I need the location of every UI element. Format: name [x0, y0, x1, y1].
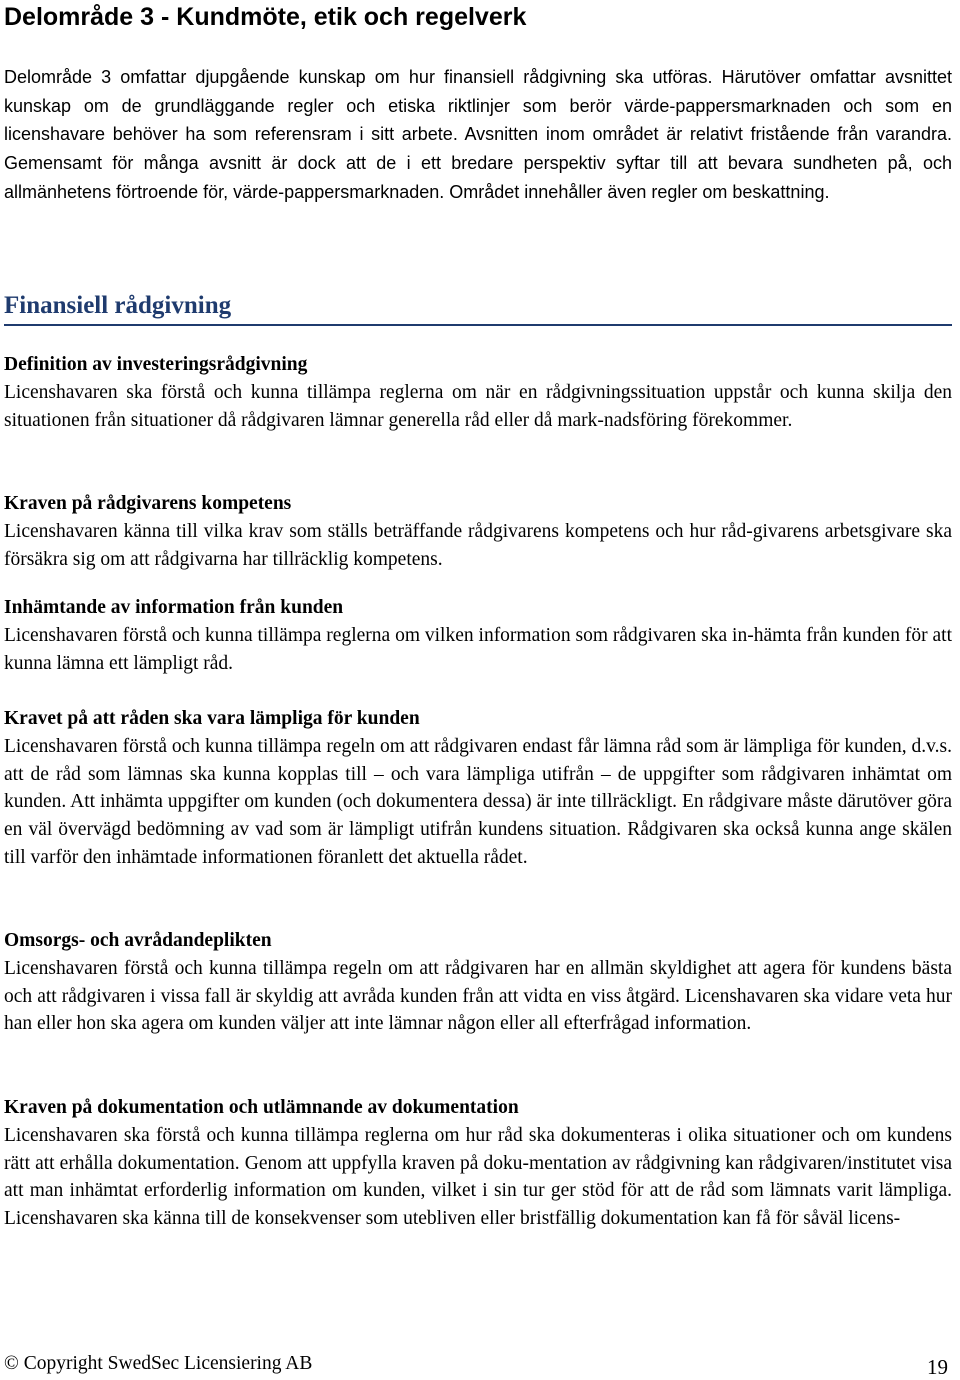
section-heading-finansiell-radgivning: Finansiell rådgivning: [4, 290, 952, 326]
section-text: Licenshavaren ska förstå och kunna tillämpa reglerna om hur råd ska dokumenteras i olika situationer och om kundens rätt att erhålla dokumentation. Genom att uppfylla kraven på doku-mentation av rådgivning kan rådgivaren/institutet visa att man inhämtat erforderlig information om kunden, vilket i sin tur ger stöd för att de råd som lämnats varit lämpliga. Licenshavaren ska känna till de konsekvenser som utebliven eller bristfällig dokumentation kan få för såväl licens-: [4, 1124, 952, 1230]
page-number: 19: [927, 1355, 948, 1379]
section-kompetens: [4, 490, 952, 573]
section-text: Licenshavaren känna till vilka krav som ställs beträffande rådgivarens kompetens och hur råd-givarens arbetsgivare ska försäkra sig om att rådgivarna har tillräcklig kompetens.: [4, 520, 952, 570]
section-dokumentation: [4, 1094, 952, 1233]
section-text: Licenshavaren ska förstå och kunna tillämpa reglerna om när en rådgivningssituation uppstår och kunna skilja den situationen från situationer då rådgivaren lämnar generella råd eller då mark-nadsföring förekommer.: [4, 381, 952, 431]
section-omsorgsplikt: [4, 927, 952, 1038]
section-definition: [4, 351, 952, 434]
intro-paragraph: Delområde 3 omfattar djupgående kunskap om hur finansiell rådgivning ska utföras. Härutöver omfattar avsnittet kunskap om de grundläggande regler och etiska riktlinjer som berör värde-pappersmarknaden och som en licenshavare behöver ha som referensram i sitt arbete. Avsnitten inom området är relativt fristående från varandra. Gemensamt för många avsnitt är dock att de i ett bredare perspektiv syftar till att bevara sundheten på, och allmänhetens förtroende för, värde-pappersmarknaden. Området innehåller även regler om beskattning.: [4, 67, 952, 202]
section-lamplighet: [4, 705, 952, 872]
section-title: Kraven på dokumentation och utlämnande av dokumentation: [4, 1097, 519, 1118]
section-text: Licenshavaren förstå och kunna tillämpa regeln om att rådgivaren endast får lämna råd som är lämpliga för kunden, d.v.s. att de råd som lämnas ska kunna kopplas till – och vara lämpliga utifrån – de uppgifter som rådgivaren inhämtat om kunden. Att inhämta uppgifter om kunden (och dokumentera dessa) är inte tillräckligt. En rådgivare måste därutöver göra en väl övervägd bedömning av vad som är lämpligt utifrån kundens situation. Rådgivaren ska också kunna ange skälen till varför den inhämtade informationen föranlett det aktuella rådet.: [4, 735, 952, 868]
section-title: Omsorgs- och avrådandeplikten: [4, 930, 272, 951]
document-page: [4, 0, 952, 1377]
section-title: Inhämtande av information från kunden: [4, 597, 344, 618]
section-text: Licenshavaren förstå och kunna tillämpa regeln om att rådgivaren har en allmän skyldighet att agera för kundens bästa och att rådgivaren i vissa fall är skyldig att avråda kunden från att vidta en viss åtgärd. Licenshavaren ska vidare veta hur han eller hon ska agera om kunden väljer att inte lämnar någon eller all efterfrågad information.: [4, 957, 952, 1035]
section-inhamtande: [4, 594, 952, 677]
page-heading: Delområde 3 - Kundmöte, etik och regelverk: [4, 3, 527, 31]
footer-copyright: © Copyright SwedSec Licensiering AB: [4, 1353, 313, 1374]
section-title: Definition av investeringsrådgivning: [4, 354, 308, 375]
section-title: Kraven på rådgivarens kompetens: [4, 493, 292, 514]
section-title: Kravet på att råden ska vara lämpliga för kunden: [4, 708, 420, 729]
section-text: Licenshavaren förstå och kunna tillämpa reglerna om vilken information som rådgivaren ska in-hämta från kunden för att kunna lämna ett lämpligt råd.: [4, 624, 952, 674]
